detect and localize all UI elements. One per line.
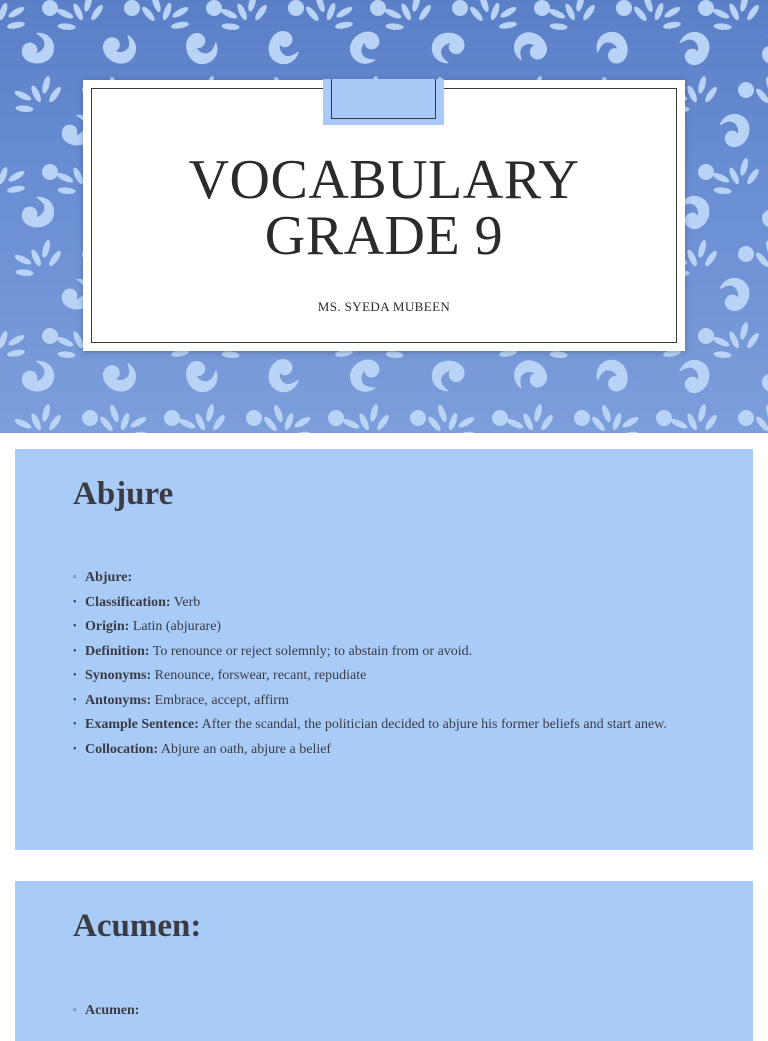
- leaf-motif: [95, 401, 154, 433]
- dot-motif: [698, 328, 714, 344]
- leaf-motif: [0, 155, 32, 200]
- title-card: [83, 80, 685, 351]
- dot-motif: [698, 0, 714, 16]
- leaf-motif: [751, 73, 768, 118]
- dot-motif: [574, 410, 590, 426]
- leaf-motif: [705, 317, 765, 365]
- leaf-motif: [377, 0, 437, 37]
- leaf-motif: [663, 399, 723, 433]
- word-slide-acumen: [15, 881, 753, 1041]
- dot-motif: [164, 410, 180, 426]
- detail-text: To renounce or reject solemnly; to abstain from or avoid.: [150, 644, 473, 659]
- detail-item: [73, 667, 667, 692]
- leaf-motif: [541, 0, 601, 37]
- dot-motif: [616, 0, 632, 16]
- detail-item: [73, 741, 667, 766]
- leaf-motif: [629, 0, 688, 35]
- detail-text: After the scandal, the politician decided to abjure his former beliefs and start anew.: [199, 717, 667, 732]
- title-line-1: VOCABULARY: [83, 152, 685, 208]
- dot-motif: [738, 246, 754, 262]
- leaf-motif: [499, 399, 559, 433]
- detail-item: [73, 594, 667, 619]
- bullet-icon: •: [73, 643, 83, 661]
- dot-motif: [738, 82, 754, 98]
- presenter-name: MS. SYEDA MUBEEN: [83, 299, 685, 315]
- bullet-icon: •: [73, 692, 83, 710]
- word-details-list: [73, 569, 667, 765]
- detail-text: Verb: [171, 595, 201, 610]
- paisley-motif: [98, 354, 142, 398]
- detail-item: [73, 643, 667, 668]
- leaf-motif: [213, 0, 273, 37]
- detail-item: [73, 692, 667, 717]
- paisley-motif: [344, 354, 388, 397]
- leaf-motif: [0, 0, 32, 35]
- dot-motif: [534, 0, 550, 16]
- dot-motif: [124, 0, 140, 16]
- bullet-icon: ▫: [73, 569, 83, 587]
- leaf-motif: [49, 0, 109, 37]
- paisley-motif: [673, 27, 715, 70]
- bullet-icon: •: [73, 667, 83, 685]
- title-slide: [0, 0, 768, 433]
- leaf-motif: [259, 401, 318, 433]
- paisley-motif: [508, 354, 553, 399]
- paisley-motif: [713, 273, 755, 316]
- detail-item: [73, 569, 667, 594]
- leaf-motif: [7, 235, 67, 283]
- paisley-motif: [344, 26, 388, 69]
- presentation-title: [83, 152, 685, 264]
- dot-motif: [328, 410, 344, 426]
- detail-label: Antonyms:: [85, 693, 151, 708]
- leaf-motif: [7, 71, 67, 119]
- bullet-icon: •: [73, 594, 83, 612]
- detail-label: Definition:: [85, 644, 150, 659]
- detail-text: Abjure an oath, abjure a belief: [158, 742, 331, 757]
- paisley-motif: [755, 355, 768, 397]
- paisley-motif: [755, 191, 768, 233]
- paisley-motif: [673, 355, 715, 398]
- leaf-motif: [301, 0, 360, 35]
- paisley-motif: [22, 197, 54, 228]
- bullet-icon: •: [73, 618, 83, 636]
- word-title: Abjure: [73, 476, 173, 513]
- leaf-motif: [705, 153, 765, 201]
- leaf-motif: [171, 399, 231, 433]
- word-title: Acumen:: [73, 908, 201, 945]
- detail-label: Synonyms:: [85, 668, 151, 683]
- paisley-motif: [508, 26, 553, 71]
- paisley-motif: [594, 357, 630, 395]
- dot-motif: [42, 164, 58, 180]
- paisley-motif: [183, 356, 221, 396]
- detail-label: Abjure:: [85, 570, 132, 585]
- leaf-motif: [0, 319, 32, 364]
- dot-motif: [206, 0, 222, 16]
- dot-motif: [288, 0, 304, 16]
- dot-motif: [738, 410, 754, 426]
- detail-label: Collocation:: [85, 742, 158, 757]
- dot-motif: [452, 0, 468, 16]
- bullet-icon: ▫: [73, 1002, 83, 1020]
- leaf-motif: [7, 399, 67, 433]
- detail-text: Latin (abjurare): [129, 619, 221, 634]
- detail-item: [73, 716, 667, 741]
- title-line-2: GRADE 9: [83, 208, 685, 264]
- dot-motif: [82, 410, 98, 426]
- paisley-motif: [22, 361, 54, 392]
- detail-label: Acumen:: [85, 1003, 139, 1018]
- leaf-motif: [705, 0, 765, 37]
- paisley-motif: [264, 27, 304, 68]
- detail-label: Classification:: [85, 595, 171, 610]
- bullet-icon: •: [73, 741, 83, 759]
- bullet-icon: •: [73, 716, 83, 734]
- leaf-motif: [137, 0, 196, 35]
- paisley-motif: [713, 109, 755, 152]
- dot-motif: [698, 164, 714, 180]
- detail-item: [73, 1002, 139, 1027]
- dot-motif: [246, 410, 262, 426]
- leaf-motif: [587, 401, 646, 433]
- leaf-motif: [465, 0, 524, 35]
- leaf-motif: [423, 401, 482, 433]
- paisley-motif: [22, 33, 54, 64]
- detail-label: Origin:: [85, 619, 129, 634]
- dot-motif: [42, 0, 58, 16]
- detail-text: Embrace, accept, affirm: [151, 693, 289, 708]
- detail-item: [73, 618, 667, 643]
- dot-motif: [492, 410, 508, 426]
- leaf-motif: [335, 399, 395, 433]
- dot-motif: [656, 410, 672, 426]
- dot-motif: [42, 328, 58, 344]
- word-slide-abjure: [15, 449, 753, 850]
- paisley-motif: [98, 26, 142, 70]
- leaf-motif: [751, 237, 768, 282]
- dot-motif: [410, 410, 426, 426]
- paisley-motif: [264, 355, 304, 396]
- detail-label: Example Sentence:: [85, 717, 199, 732]
- paisley-motif: [755, 27, 768, 69]
- paisley-motif: [183, 28, 221, 68]
- title-tab-decoration: [323, 79, 444, 125]
- dot-motif: [370, 0, 386, 16]
- word-details-list: [73, 1002, 139, 1027]
- paisley-motif: [431, 359, 466, 392]
- detail-text: Renounce, forswear, recant, repudiate: [151, 668, 366, 683]
- paisley-motif: [431, 31, 466, 64]
- paisley-motif: [594, 29, 630, 67]
